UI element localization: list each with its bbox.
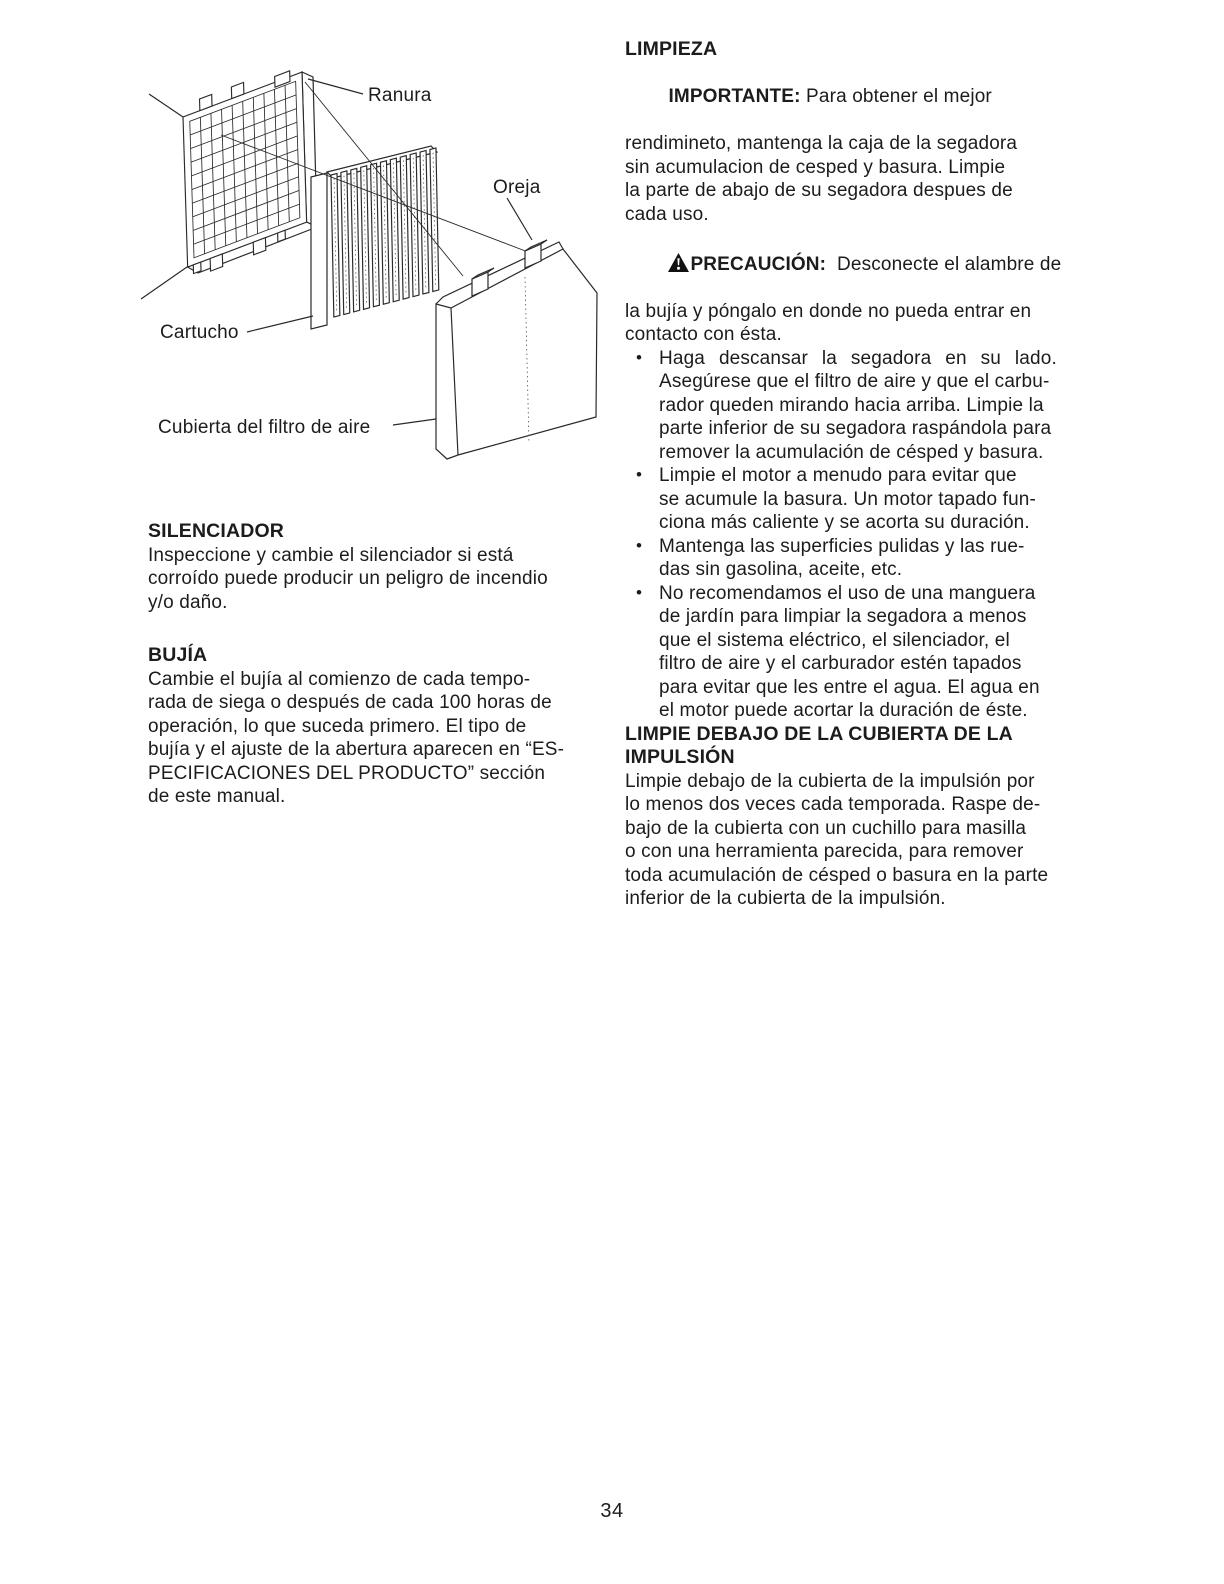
bujia-body	[148, 668, 620, 809]
silenciador-heading: SILENCIADOR	[148, 520, 284, 542]
cleaning-bullet-list	[625, 347, 1083, 723]
text-line: la parte de abajo de su segadora despues de	[625, 180, 1013, 201]
text-line: contacto con ésta.	[625, 324, 782, 345]
label-ranura: Ranura	[368, 85, 432, 106]
section-silenciador	[148, 520, 620, 614]
right-column	[625, 38, 1083, 911]
list-item	[625, 464, 1083, 535]
air-filter-diagram	[95, 25, 615, 480]
text-line: Asegúrese que el filtro de aire y que el carbu-	[659, 371, 1050, 392]
limpieza-heading: LIMPIEZA	[625, 38, 718, 60]
text-line: No recomendamos el uso de una manguera	[659, 582, 1036, 604]
left-column	[148, 520, 620, 809]
list-item	[625, 347, 1083, 465]
text-line: o con una herramienta parecida, para remover	[625, 841, 1024, 862]
warning-icon	[668, 253, 689, 272]
cubierta-leader-line	[393, 419, 436, 425]
text-line: se acumule la basura. Un motor tapado fun-	[659, 488, 1037, 510]
list-item-text	[659, 535, 1083, 582]
precaucion-body	[625, 300, 1083, 347]
list-item	[625, 582, 1083, 723]
text-line: rador queden mirando hacia arriba. Limpie la	[659, 394, 1044, 416]
text-line: de este manual.	[148, 786, 286, 807]
text-line: inferior de la cubierta de la impulsión.	[625, 888, 946, 909]
text-line: de jardín para limpiar la segadora a menos	[659, 606, 1027, 627]
text-line: Cambie el bujía al comienzo de cada tempo-	[148, 668, 531, 690]
bullet-marker: •	[636, 582, 643, 602]
silenciador-body	[148, 544, 620, 615]
text-line: LIMPIE DEBAJO DE LA CUBIERTA DE LA	[625, 722, 1013, 745]
text-line	[625, 229, 1083, 300]
precaucion-paragraph	[625, 229, 1083, 347]
text-line: bujía y el ajuste de la abertura aparecen en “ES-	[148, 739, 565, 760]
text-line: la bujía y póngalo en donde no pueda entrar en	[625, 300, 1032, 322]
text-line: Inspeccione y cambie el silenciador si está	[148, 544, 514, 566]
text-line: lo menos dos veces cada temporada. Raspe de-	[625, 794, 1041, 815]
bullet-marker: •	[636, 347, 643, 367]
text-line: Haga descansar la segadora en su lado.	[659, 347, 1057, 369]
text-line: remover la acumulación de césped y basura.	[659, 441, 1044, 463]
importante-paragraph	[625, 62, 1083, 227]
importante-label: IMPORTANTE:	[668, 86, 801, 107]
text-line: parte inferior de su segadora raspándola para	[659, 418, 1052, 439]
text-line: el motor puede acortar la duración de éste.	[659, 700, 1028, 721]
text-line: IMPULSIÓN	[625, 746, 735, 768]
page-number: 34	[600, 1500, 624, 1522]
text-line: PECIFICACIONES DEL PRODUCTO” sección	[148, 762, 546, 784]
wall-edge-line	[149, 94, 183, 117]
cartucho-leader-line	[247, 316, 313, 332]
text-line: Limpie debajo de la cubierta de la impulsión por	[625, 770, 1035, 792]
text-line	[625, 62, 1083, 133]
importante-body	[625, 132, 1083, 226]
text-line: para evitar que les entre el agua. El agua en	[659, 676, 1040, 698]
text-line: operación, lo que suceda primero. El tipo de	[148, 715, 527, 737]
grid-panel	[183, 60, 317, 279]
bullet-marker: •	[636, 535, 643, 555]
text-line: y/o daño.	[148, 591, 228, 613]
text-line: rada de siega o después de cada 100 horas de	[148, 692, 552, 713]
text-line: corroído puede producir un peligro de incendio	[148, 568, 548, 589]
text-line: cada uso.	[625, 203, 709, 225]
wall-edge-line	[141, 267, 187, 299]
section-limpie-debajo	[625, 723, 1083, 911]
oreja-leader-line	[507, 198, 532, 240]
text-line: bajo de la cubierta con un cuchillo para masilla	[625, 817, 1027, 839]
text-line: sin acumulacion de cesped y basura. Limpie	[625, 156, 1006, 178]
filter-cartridge	[311, 146, 439, 329]
bujia-heading: BUJÍA	[148, 644, 208, 666]
text-line: Mantenga las superficies pulidas y las rue-	[659, 535, 1025, 557]
text-line: que el sistema eléctrico, el silenciador, el	[659, 629, 1010, 651]
text-line: ciona más caliente y se acorta su duración.	[659, 512, 1030, 533]
text-line: toda acumulación de césped o basura en la parte	[625, 864, 1049, 886]
text-line: rendimineto, mantenga la caja de la segadora	[625, 133, 1018, 154]
text-line: das sin gasolina, aceite, etc.	[659, 559, 903, 580]
list-item-text	[659, 582, 1083, 723]
label-cubierta: Cubierta del filtro de aire	[158, 417, 371, 438]
text-line: Limpie el motor a menudo para evitar que	[659, 465, 1017, 486]
precaucion-first-line: Desconecte el alambre de	[826, 253, 1062, 275]
label-cartucho: Cartucho	[160, 322, 239, 343]
ranura-leader-line	[308, 79, 363, 94]
bullet-marker: •	[636, 465, 643, 484]
list-item-text	[659, 464, 1083, 535]
text-line: filtro de aire y el carburador estén tapados	[659, 653, 1022, 674]
limpie-debajo-heading	[625, 723, 1083, 770]
precaucion-label: PRECAUCIÓN:	[690, 253, 827, 275]
limpie-debajo-body	[625, 770, 1083, 911]
list-item	[625, 535, 1083, 582]
label-oreja: Oreja	[493, 177, 541, 198]
section-bujia	[148, 644, 620, 809]
importante-first-line: Para obtener el mejor	[800, 86, 992, 107]
list-item-text	[659, 347, 1083, 465]
